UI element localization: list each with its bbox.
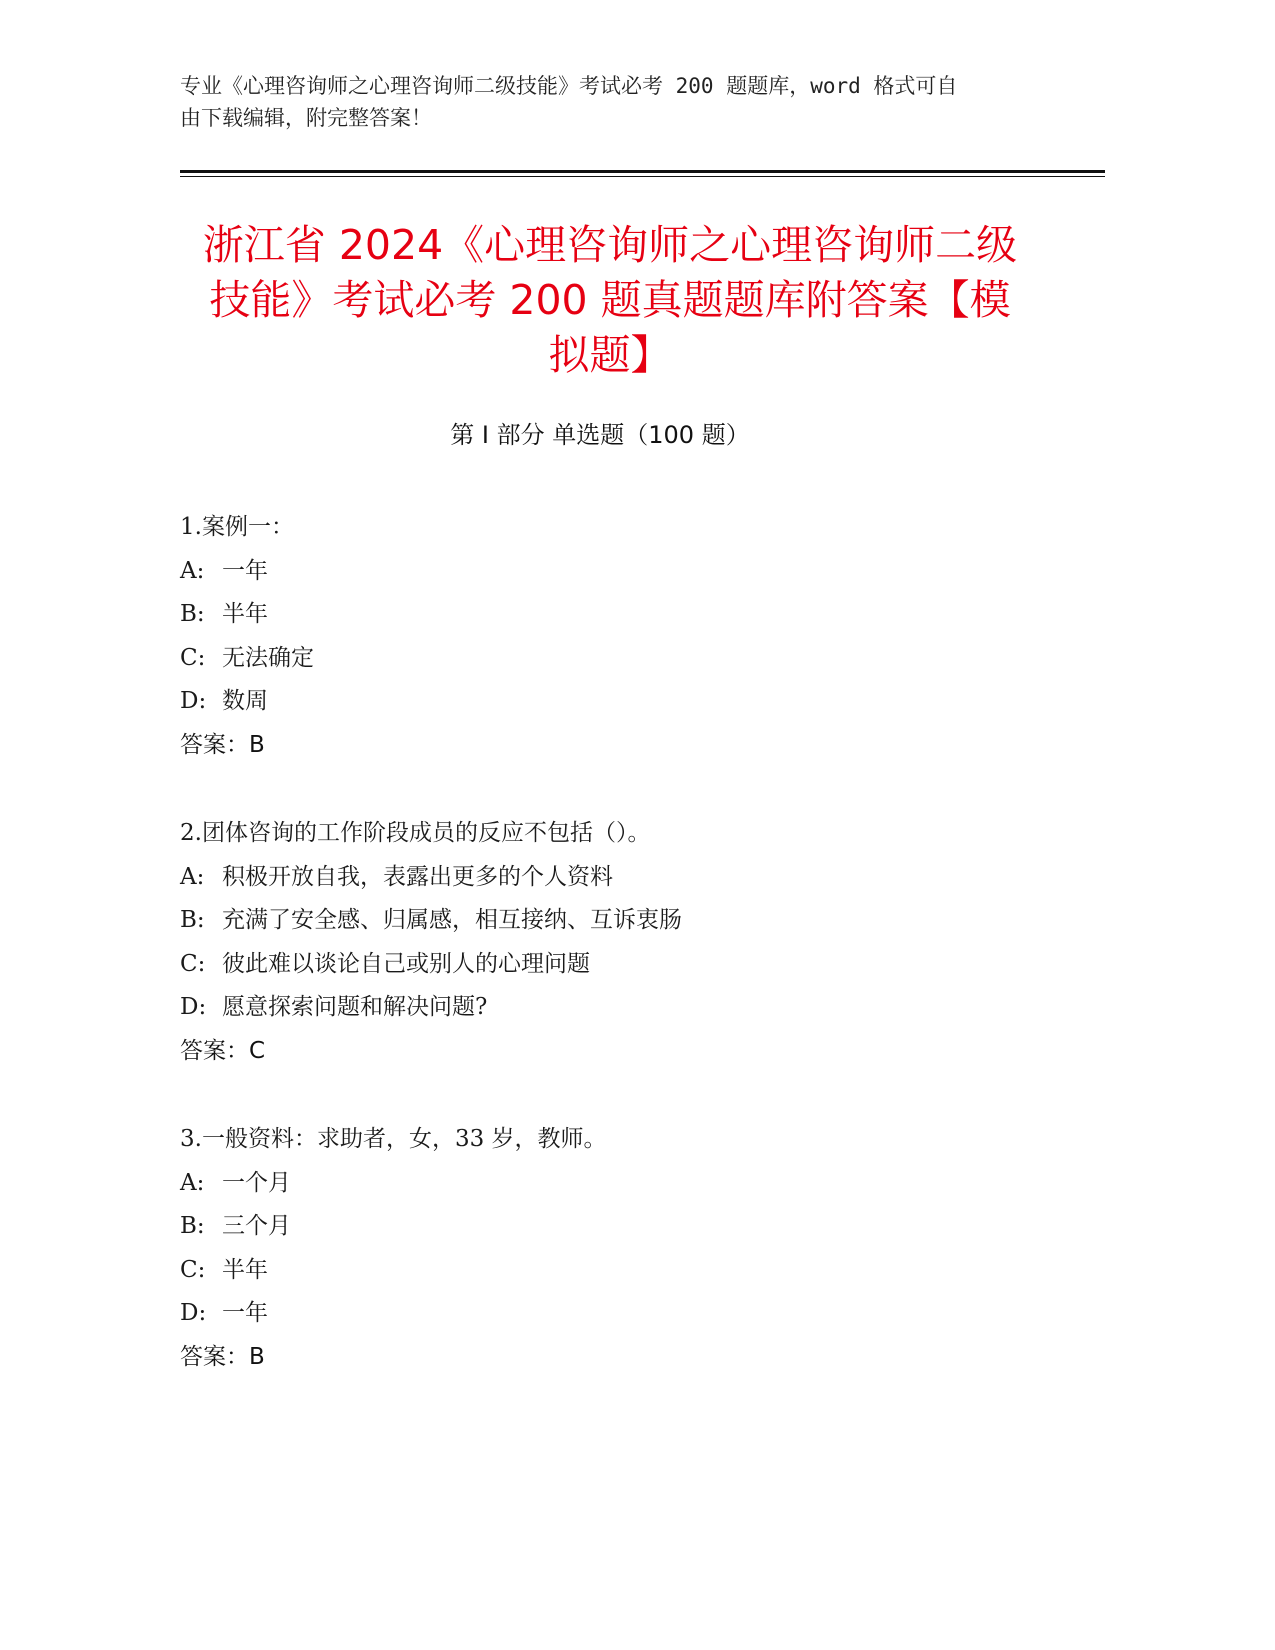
option-letter: C:: [180, 1256, 206, 1283]
option-d: [180, 1292, 1100, 1336]
answer-line: 答案：C: [180, 1037, 266, 1064]
option-text: 一年: [222, 1300, 268, 1327]
option-letter: D:: [180, 688, 207, 715]
option-text: 愿意探索问题和解决问题?: [222, 994, 488, 1021]
option-text: 一个月: [222, 1169, 291, 1196]
option-letter: A:: [180, 1169, 205, 1196]
header-note-line-2: 由下载编辑，附完整答案！: [180, 106, 432, 130]
option-letter: C:: [180, 644, 206, 671]
option-c: [180, 1249, 1100, 1293]
title-line-1: 浙江省 2024《心理咨询师之心理咨询师二级: [202, 221, 1018, 269]
option-d: [180, 986, 1100, 1030]
question-1: [180, 506, 1100, 768]
option-text: 一年: [222, 557, 268, 584]
option-letter: D:: [180, 994, 207, 1021]
option-letter: B:: [180, 601, 205, 628]
option-text: 数周: [222, 688, 268, 715]
title-line-2: 技能》考试必考 200 题真题题库附答案【模: [209, 276, 1011, 324]
document-title: [160, 218, 1060, 383]
question-2: [180, 812, 1100, 1074]
option-b: [180, 899, 1100, 943]
option-a: [180, 856, 1100, 900]
option-text: 充满了安全感、归属感，相互接纳、互诉衷肠: [222, 907, 682, 934]
question-stem: 1.案例一：: [180, 514, 294, 540]
option-text: 积极开放自我，表露出更多的个人资料: [222, 863, 613, 890]
option-letter: A:: [180, 557, 205, 584]
option-c: [180, 943, 1100, 987]
option-text: 半年: [222, 1256, 268, 1283]
option-a: [180, 1162, 1100, 1206]
option-text: 半年: [222, 601, 268, 628]
option-d: [180, 680, 1100, 724]
option-letter: D:: [180, 1300, 207, 1327]
option-letter: B:: [180, 907, 205, 934]
option-letter: A:: [180, 863, 205, 890]
question-3: [180, 1118, 1100, 1380]
header-note: [180, 70, 1040, 134]
section-heading: 第 I 部分 单选题（100 题）: [450, 421, 750, 449]
option-b: [180, 1205, 1100, 1249]
answer-line: 答案：B: [180, 1343, 265, 1370]
option-b: [180, 593, 1100, 637]
option-text: 彼此难以谈论自己或别人的心理问题: [222, 950, 590, 977]
option-text: 无法确定: [222, 644, 314, 671]
header-divider-thick: [180, 170, 1105, 173]
question-stem: 2.团体咨询的工作阶段成员的反应不包括（）。: [180, 820, 651, 846]
option-c: [180, 637, 1100, 681]
question-stem: 3.一般资料：求助者，女，33 岁，教师。: [180, 1126, 607, 1152]
title-line-3: 拟题】: [548, 331, 672, 379]
header-note-line-1: 专业《心理咨询师之心理咨询师二级技能》考试必考 200 题题库，word 格式可自: [180, 74, 958, 98]
header-divider-thin: [180, 176, 1105, 177]
option-a: [180, 550, 1100, 594]
option-letter: C:: [180, 950, 206, 977]
option-text: 三个月: [222, 1213, 291, 1240]
answer-line: 答案：B: [180, 731, 265, 758]
option-letter: B:: [180, 1213, 205, 1240]
